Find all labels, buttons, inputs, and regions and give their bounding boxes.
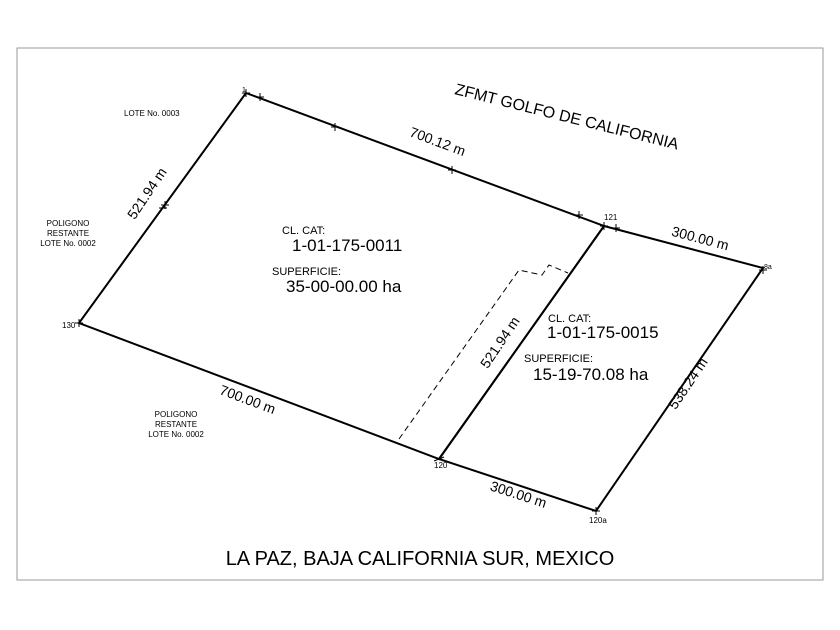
- neighbor-left-line1: POLIGONO: [46, 219, 90, 228]
- neighbor-left-line2: RESTANTE: [46, 229, 90, 238]
- lot-b-cat-label: CL. CAT:: [548, 313, 592, 325]
- dim-left: 521.94 m: [123, 164, 170, 222]
- lot-a-cat-label: CL. CAT:: [282, 225, 326, 237]
- dim-top-a: 700.12 m: [407, 123, 468, 159]
- neighbor-bottom-line3: LOTE No. 0002: [148, 430, 204, 439]
- vertex-label-8a: 8a: [764, 264, 772, 271]
- lot-b-cat-value: 1-01-175-0015: [547, 323, 659, 342]
- dim-top-b: 300.00 m: [670, 222, 731, 254]
- neighbor-bottom-line1: POLIGONO: [154, 410, 198, 419]
- dim-bottom-b: 300.00 m: [488, 477, 549, 511]
- vertex-label-120: 120: [434, 461, 448, 470]
- lot-a-boundary: [79, 93, 604, 459]
- dim-bottom-a: 700.00 m: [217, 381, 278, 418]
- vertex-label-121: 121: [604, 213, 618, 222]
- dim-divider: 521.94 m: [476, 313, 523, 371]
- neighbor-left-line3: LOTE No. 0002: [40, 239, 96, 248]
- dim-right: 538.24 m: [664, 354, 711, 412]
- vertex-label-1: 1: [242, 87, 246, 94]
- lot-a-area-value: 35-00-00.00 ha: [286, 277, 402, 296]
- location-title: LA PAZ, BAJA CALIFORNIA SUR, MEXICO: [225, 548, 615, 570]
- neighbor-lote-0003: LOTE No. 0003: [124, 109, 180, 118]
- vertex-label-130: 130: [62, 321, 76, 330]
- lot-a-area-label: SUPERFICIE:: [272, 266, 342, 278]
- lot-a-cat-value: 1-01-175-0011: [292, 236, 403, 255]
- lot-b-area-value: 15-19-70.08 ha: [533, 365, 649, 384]
- lot-b-area-label: SUPERFICIE:: [524, 353, 594, 365]
- neighbor-bottom-line2: RESTANTE: [154, 420, 198, 429]
- vertex-markers: [75, 89, 767, 515]
- station-marker: [448, 166, 456, 174]
- sea-label: ZFMT GOLFO DE CALIFORNIA: [453, 81, 681, 154]
- vertex-label-120a: 120a: [589, 516, 607, 525]
